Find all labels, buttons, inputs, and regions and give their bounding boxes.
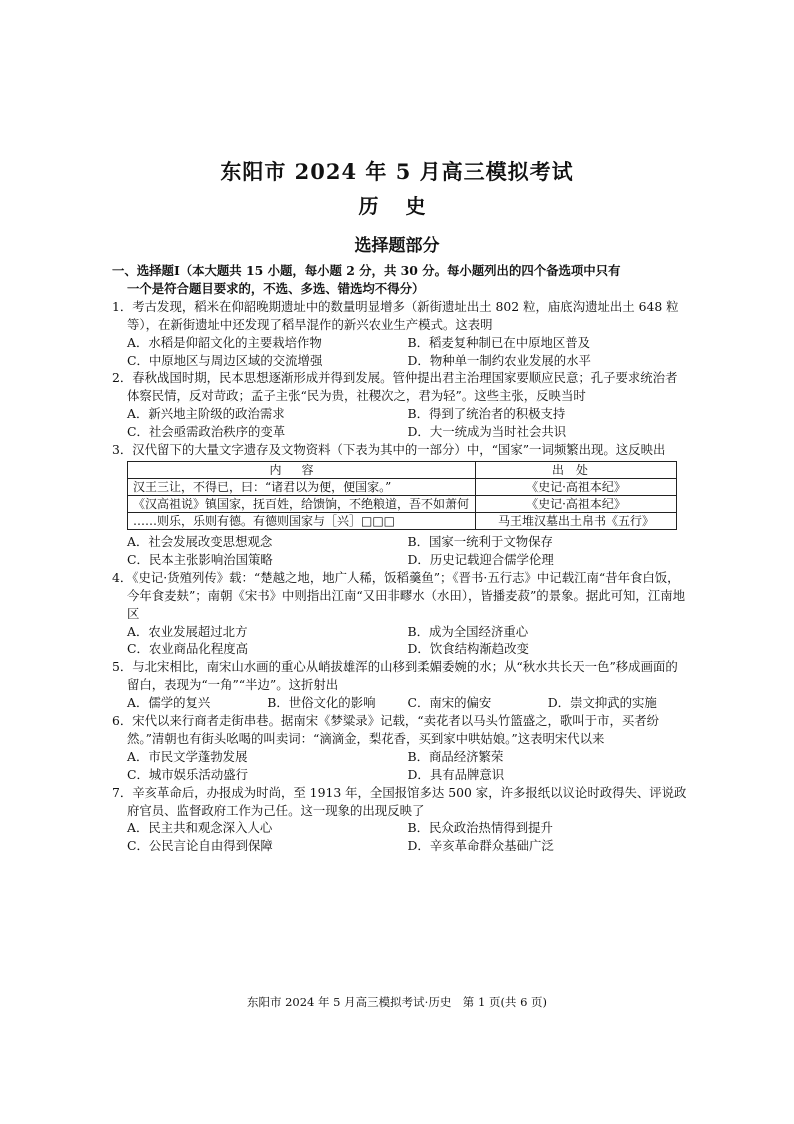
table-cell-source: 《史记·高祖本纪》 — [476, 478, 677, 495]
section-instruction — [112, 262, 688, 298]
option-c: C．民本主张影响治国策略 — [127, 551, 273, 567]
table-cell-content: 《汉高祖说》镇国家，抚百姓，给馈饷，不绝粮道，吾不如萧何 — [128, 495, 476, 512]
question-stem: 1．考古发现，稻米在仰韶晚期遗址中的数量明显增多（新街遗址出土 802 粒，庙底沟遗址出土 648 粒等），在新街遗址中还发现了稻旱混作的新兴农业生产模式。这表明 — [112, 298, 679, 332]
table-row — [128, 512, 677, 529]
section-title: 选择题部分 — [354, 236, 440, 256]
instruction-line: 一、选择题Ⅰ（本大题共 15 小题，每小题 2 分，共 30 分。每小题列出的四个备选项中只有 — [112, 263, 621, 278]
options — [112, 533, 688, 569]
option-a: A．农业发展超过北方 — [127, 623, 248, 639]
table-header-content: 内容 — [128, 461, 476, 478]
question-stem: 2．春秋战国时期，民本思想逐渐形成并得到发展。管仲提出君主治理国家要顺应民意；孔子要求统治者体察民情，反对苛政；孟子主张“民为贵，社稷次之，君为轻”。这些主张，反映当时 — [112, 370, 678, 404]
options — [112, 748, 688, 784]
question-stem: 6．宋代以来行商者走街串巷。据南宋《梦粱录》记载，“卖花者以马头竹篮盛之，歌叫于市，买者纷然。”清朝也有街头吆喝的叫卖词：“滴滴金，梨花香，买到家中哄姑娘。”这表明宋代以来 — [112, 713, 660, 746]
option-a: A．水稻是仰韶文化的主要栽培作物 — [127, 334, 322, 350]
option-d: D．饮食结构渐趋改变 — [407, 641, 529, 657]
options — [112, 623, 688, 659]
option-b: B．商品经济繁荣 — [407, 748, 504, 764]
option-c: C．城市娱乐活动盛行 — [127, 766, 248, 782]
table-cell-source: 《史记·高祖本纪》 — [476, 495, 677, 512]
table-cell-content: 汉王三让，不得已，曰：“诸君以为便，便国家。” — [128, 478, 476, 495]
subject-title: 历 史 — [358, 194, 436, 218]
table-cell-content: ……则乐，乐则有德。有德则国家与［兴］□□□ — [128, 512, 476, 529]
question-stem: 3．汉代留下的大量文字遗存及文物资料（下表为其中的一部分）中，“国家”一词频繁出现。这反映出 — [112, 442, 666, 458]
option-d: D．具有品牌意识 — [407, 766, 505, 782]
options — [112, 694, 688, 712]
option-d: D．物种单一制约农业发展的水平 — [407, 352, 591, 368]
option-a: A．市民文学蓬勃发展 — [127, 748, 248, 764]
question-stem: 4．《史记·货殖列传》载：“楚越之地，地广人稀，饭稻羹鱼”；《晋书·五行志》中记载江南“昔年食白饭，今年食麦麸”；南朝《宋书》中则指出江南“又田非疁水（水田），皆播麦菽”的景象。据此可知，江南地区 — [112, 569, 685, 621]
option-c: C．中原地区与周边区域的交流增强 — [127, 352, 323, 368]
table-row — [128, 495, 677, 512]
option-d: D．历史记载迎合儒学伦理 — [407, 551, 554, 567]
question-6 — [112, 712, 688, 784]
options — [112, 819, 688, 855]
option-c: C．公民言论自由得到保障 — [127, 838, 273, 854]
table-header-source: 出处 — [476, 461, 677, 478]
exam-title: 东阳市 2024 年 5 月高三模拟考试 — [220, 159, 574, 184]
option-d: D．崇文抑武的实施 — [547, 695, 657, 711]
question-3 — [112, 441, 688, 569]
option-b: B．世俗文化的影响 — [267, 695, 376, 711]
option-a: A．社会发展改变思想观念 — [127, 533, 273, 549]
question-1 — [112, 298, 688, 370]
option-b: B．民众政治热情得到提升 — [407, 820, 553, 836]
option-a: A．民主共和观念深入人心 — [127, 820, 273, 836]
question-stem: 7．辛亥革命后，办报成为时尚，至 1913 年，全国报馆多达 500 家，许多报纸以议论时政得失、评说政府官员、监督政府工作为己任。这一现象的出现反映了 — [112, 784, 687, 818]
page-footer: 东阳市 2024 年 5 月高三模拟考试·历史 第 1 页(共 6 页) — [246, 995, 548, 1009]
question-5 — [112, 658, 688, 712]
option-c: C．农业商品化程度高 — [127, 641, 248, 657]
question-stem: 5．与北宋相比，南宋山水画的重心从峭拔雄浑的山移到柔媚委婉的水；从“秋水共长天一色”移成画面的留白，表现为“一角”“半边”。这折射出 — [112, 659, 678, 693]
option-a: A．儒学的复兴 — [127, 695, 211, 711]
table-cell-source: 马王堆汉墓出土帛书《五行》 — [476, 512, 677, 529]
option-d: D．大一统成为当时社会共识 — [407, 424, 567, 440]
option-d: D．辛亥革命群众基础广泛 — [407, 838, 554, 854]
option-b: B．得到了统治者的积极支持 — [407, 406, 566, 422]
table-header-row — [128, 461, 677, 478]
options — [112, 405, 688, 441]
option-b: B．稻麦复种制已在中原地区普及 — [407, 334, 591, 350]
option-c: C．南宋的偏安 — [407, 695, 492, 711]
options — [112, 334, 688, 370]
question-4 — [112, 569, 688, 659]
option-b: B．国家一统利于文物保存 — [407, 533, 553, 549]
table-row — [128, 478, 677, 495]
option-c: C．社会亟需政治秩序的变革 — [127, 424, 286, 440]
instruction-line: 一个是符合题目要求的，不选、多选、错选均不得分） — [127, 280, 425, 296]
option-a: A．新兴地主阶级的政治需求 — [127, 406, 285, 422]
question-2 — [112, 369, 688, 441]
source-table — [127, 461, 677, 530]
question-body — [112, 262, 688, 855]
option-b: B．成为全国经济重心 — [407, 623, 529, 639]
question-7 — [112, 784, 688, 856]
